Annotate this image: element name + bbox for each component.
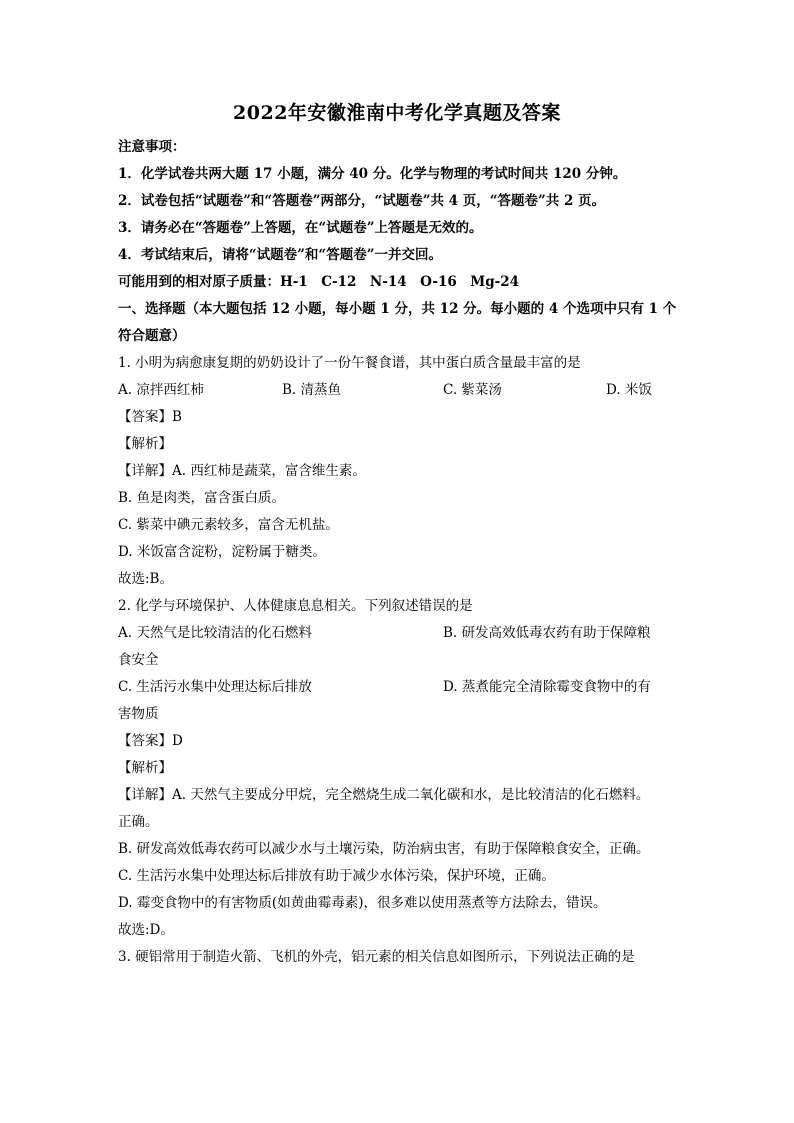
q1-detail-4: D. 米饭富含淀粉，淀粉属于糖类。 [118, 544, 326, 560]
q1-detail-1: 【详解】A. 西红柿是蔬菜，富含维生素。 [118, 463, 366, 479]
q2-option-b: B. 研发高效低毒农药有助于保障粮 [443, 625, 651, 641]
atomic-mass-line: 可能用到的相对原子质量：H-1 C-12 N-14 O-16 Mg-24 [118, 274, 520, 290]
q3-stem: 3. 硬铝常用于制造火箭、飞机的外壳，铝元素的相关信息如图所示，下列说法正确的是 [118, 949, 635, 965]
notice-heading: 注意事项： [118, 139, 186, 155]
q2-stem: 2. 化学与环境保护、人体健康息息相关。下列叙述错误的是 [118, 598, 473, 614]
q2-option-d-cont: 害物质 [118, 706, 159, 722]
q1-detail-3: C. 紫菜中碘元素较多，富含无机盐。 [118, 517, 339, 533]
q2-detail-1: 【详解】A. 天然气主要成分甲烷，完全燃烧生成二氧化碳和水，是比较清洁的化石燃料。 [118, 787, 650, 803]
notice-item-1: 1．化学试卷共两大题 17 小题，满分 40 分。化学与物理的考试时间共 120 分钟。 [118, 166, 627, 182]
q2-analysis-label: 【解析】 [118, 760, 172, 776]
q2-option-d: D. 蒸煮能完全清除霉变食物中的有 [443, 679, 651, 695]
q1-stem: 1. 小明为病愈康复期的奶奶设计了一份午餐食谱，其中蛋白质含量最丰富的是 [118, 355, 581, 371]
q1-detail-2: B. 鱼是肉类，富含蛋白质。 [118, 490, 286, 506]
notice-item-2: 2．试卷包括“试题卷”和“答题卷”两部分，“试题卷”共 4 页，“答题卷”共 2 页。 [118, 193, 606, 209]
q2-answer: 【答案】D [118, 733, 183, 749]
q2-detail-2: B. 研发高效低毒农药可以减少水与土壤污染，防治病虫害，有助于保障粮食安全，正确。 [118, 841, 650, 857]
q2-option-a: A. 天然气是比较清洁的化石燃料 [118, 625, 312, 641]
q2-detail-1-cont: 正确。 [118, 814, 159, 830]
section-heading-line1: 一、选择题（本大题包括 12 小题，每小题 1 分，共 12 分。每小题的 4 个选项中只有 1 个 [118, 301, 677, 317]
notice-item-3: 3．请务必在“答题卷”上答题，在“试题卷”上答题是无效的。 [118, 220, 483, 236]
q1-option-d: D. 米饭 [606, 382, 652, 398]
q1-answer: 【答案】B [118, 409, 182, 425]
q1-option-b: B. 清蒸鱼 [282, 382, 342, 398]
q2-detail-3: C. 生活污水集中处理达标后排放有助于减少水体污染，保护环境，正确。 [118, 868, 555, 884]
q2-option-c: C. 生活污水集中处理达标后排放 [118, 679, 312, 695]
q2-option-b-cont: 食安全 [118, 652, 159, 668]
document-title: 2022年安徽淮南中考化学真题及答案 [233, 102, 561, 124]
notice-item-4: 4．考试结束后，请将“试题卷”和“答题卷”一并交回。 [118, 247, 442, 263]
section-heading-line2: 符合题意） [118, 328, 186, 344]
q1-option-a: A. 凉拌西红柿 [118, 382, 204, 398]
q1-conclusion: 故选:B。 [118, 571, 173, 587]
q2-detail-4: D. 霉变食物中的有害物质(如黄曲霉毒素)，很多难以使用蒸煮等方法除去，错误。 [118, 895, 607, 911]
q1-option-c: C. 紫菜汤 [443, 382, 502, 398]
q1-analysis-label: 【解析】 [118, 436, 172, 452]
q2-conclusion: 故选:D。 [118, 922, 174, 938]
